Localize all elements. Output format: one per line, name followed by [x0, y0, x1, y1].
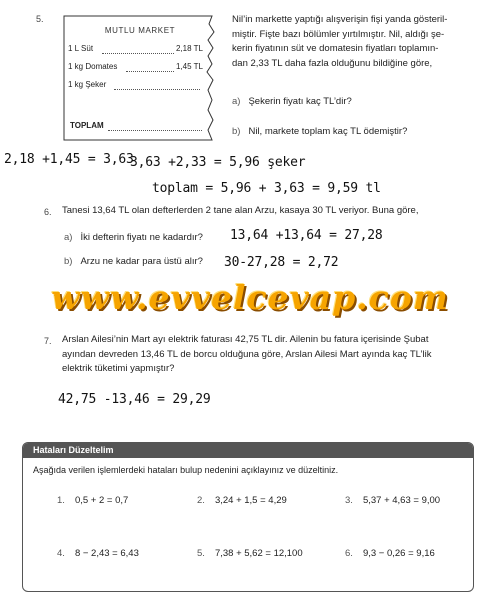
receipt-dots	[114, 89, 200, 90]
q5-handwriting-3: toplam = 5,96 + 3,63 = 9,59 tl	[152, 181, 381, 196]
q5-text	[232, 13, 494, 71]
receipt-title: MUTLU MARKET	[104, 26, 176, 35]
q6-number: 6.	[44, 207, 52, 217]
q5-handwriting-2: 3,63 +2,33 = 5,96 şeker	[130, 155, 306, 170]
q5-b	[232, 126, 407, 137]
error-item	[57, 548, 139, 559]
q7-handwriting: 42,75 -13,46 = 29,29	[58, 392, 211, 407]
q6-b-letter: b)	[64, 256, 73, 267]
error-item-expression: 8 − 2,43 = 6,43	[74, 548, 139, 559]
error-item-number: 5.	[197, 548, 205, 559]
q7-text-line: Arslan Ailesi’nin Mart ayı elektrik faturası 42,75 TL dir. Ailenin bu fatura içerisinde Şubat	[62, 334, 429, 345]
q5-handwriting-1: 2,18 +1,45 = 3,63	[4, 152, 134, 167]
error-item-expression: 5,37 + 4,63 = 9,00	[362, 495, 441, 506]
receipt-dots	[126, 71, 174, 72]
q7-number: 7.	[44, 336, 52, 346]
error-item-number: 4.	[57, 548, 65, 559]
q5-b-text: Nil, markete toplam kaç TL ödemiştir?	[248, 126, 408, 137]
error-box-intro: Aşağıda verilen işlemlerdeki hataları bulup nedenini açıklayınız ve düzeltiniz.	[33, 465, 339, 475]
q5-text-line: dan 2,33 TL daha fazla olduğunu bildiğine göre,	[232, 57, 433, 69]
error-item-expression: 7,38 + 5,62 = 12,100	[214, 548, 303, 559]
q6-text: Tanesi 13,64 TL olan defterlerden 2 tane alan Arzu, kasaya 30 TL veriyor. Buna göre,	[62, 205, 419, 216]
q5-a-letter: a)	[232, 96, 241, 107]
q7-text	[62, 333, 494, 377]
error-item-expression: 3,24 + 1,5 = 4,29	[214, 495, 287, 506]
watermark-url: www.evvelcevap.com	[51, 278, 449, 317]
q5-text-line: miştir. Fişte bazı bölümler yırtılmıştır. Nil, aldığı şe-	[232, 28, 445, 40]
q6-b	[64, 256, 203, 267]
receipt-line-label: 1 kg Şeker	[68, 80, 107, 89]
error-item-number: 6.	[345, 548, 353, 559]
receipt-line-price: 2,18 TL	[176, 44, 203, 53]
error-item	[345, 548, 435, 559]
receipt-line-label: 1 L Süt	[68, 44, 94, 53]
q6-a-handwriting: 13,64 +13,64 = 27,28	[230, 228, 383, 243]
q6-a-letter: a)	[64, 232, 73, 243]
error-item-expression: 9,3 − 0,26 = 9,16	[362, 548, 435, 559]
receipt-dots	[108, 130, 202, 131]
q7-text-line: ayından devreden 13,46 TL de borcu olduğuna göre, Arslan Ailesi Mart ayında kaç TL’lik	[62, 348, 432, 360]
q6-b-handwriting: 30-27,28 = 2,72	[224, 255, 339, 270]
q5-a-text: Şekerin fiyatı kaç TL’dir?	[248, 96, 352, 107]
q5-text-line: kerin fiyatının süt ve domatesin fiyatları toplamın-	[232, 43, 439, 54]
error-item-expression: 0,5 + 2 = 0,7	[74, 495, 129, 506]
error-correction-box	[22, 442, 474, 592]
error-item-number: 3.	[345, 495, 353, 506]
q5-text-line: Nil’in markette yaptığı alışverişin fişi yanda gösteril-	[232, 14, 448, 25]
error-box-title: Hataları Düzeltelim	[23, 443, 473, 458]
q5-number: 5.	[36, 14, 44, 24]
receipt-line-price: 1,45 TL	[176, 62, 203, 71]
error-item	[197, 495, 287, 506]
q5-a	[232, 96, 352, 107]
q5-b-letter: b)	[232, 126, 241, 137]
receipt	[62, 14, 218, 144]
receipt-total-label: TOPLAM	[70, 121, 104, 130]
q7-text-line: elektrik tüketimi yapmıştır?	[62, 363, 175, 374]
q6-a-text: İki defterin fiyatı ne kadardır?	[80, 232, 203, 243]
q6-b-text: Arzu ne kadar para üstü alır?	[80, 256, 203, 267]
q6-a	[64, 232, 203, 243]
error-item-number: 1.	[57, 495, 65, 506]
error-item-number: 2.	[197, 495, 205, 506]
error-item	[197, 548, 303, 559]
receipt-line-label: 1 kg Domates	[68, 62, 118, 71]
error-item	[57, 495, 128, 506]
error-item	[345, 495, 440, 506]
receipt-dots	[102, 53, 174, 54]
